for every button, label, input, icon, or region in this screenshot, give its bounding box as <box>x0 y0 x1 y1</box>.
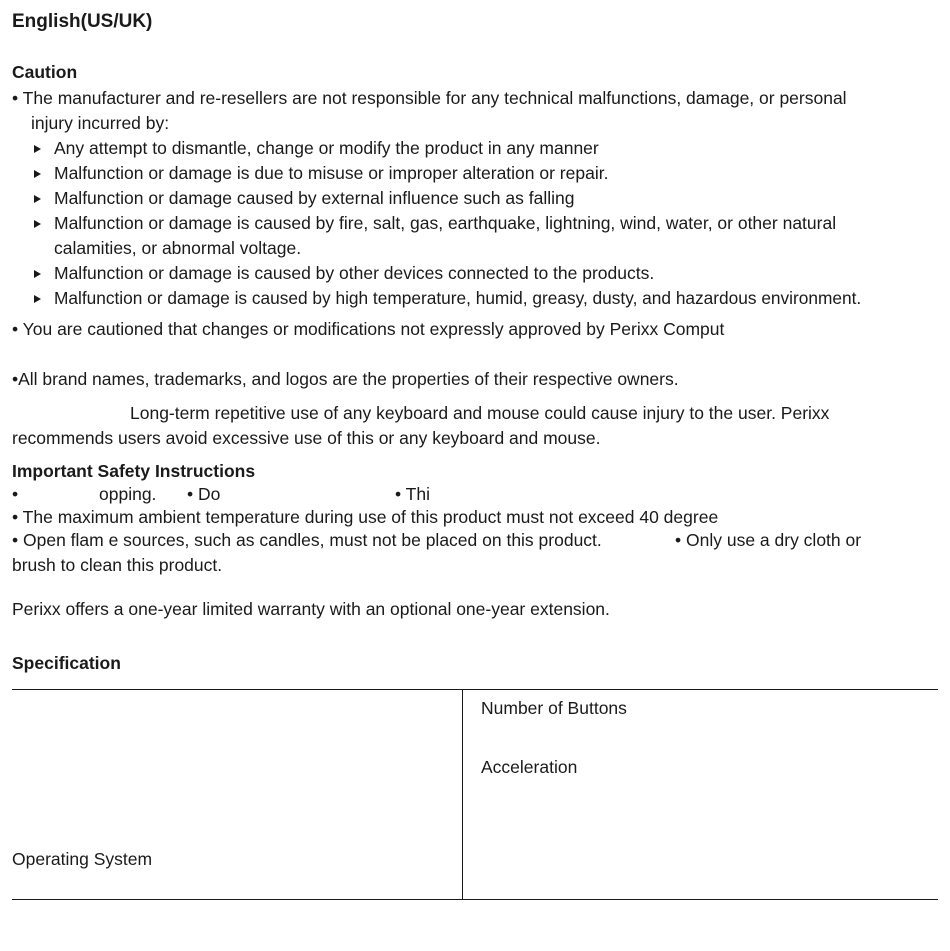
arrow-bullet-icon <box>34 220 41 228</box>
spec-label: Number of Buttons <box>481 698 627 718</box>
safety-bullet-fragment: • <box>12 484 19 504</box>
arrow-bullet-icon <box>34 270 41 278</box>
table-column-divider <box>462 689 463 899</box>
safety-cleaning: • Only use a dry cloth or <box>675 530 862 550</box>
brands-note: •All brand names, trademarks, and logos are the properties of their respective owners. <box>12 369 679 389</box>
longterm-note-cont: recommends users avoid excessive use of this or any keyboard and mouse. <box>12 428 601 448</box>
caution-item: Malfunction or damage is caused by fire, salt, gas, earthquake, lightning, wind, water, or other natural <box>54 213 837 233</box>
warranty-note: Perixx offers a one-year limited warranty with an optional one-year extension. <box>12 599 610 619</box>
specification-heading: Specification <box>12 653 121 673</box>
caution-item: Any attempt to dismantle, change or modify the product in any manner <box>54 138 599 158</box>
arrow-bullet-icon <box>34 295 41 303</box>
arrow-bullet-icon <box>34 195 41 203</box>
safety-cleaning-cont: brush to clean this product. <box>12 555 223 575</box>
arrow-bullet-icon <box>34 170 41 178</box>
spec-label: Acceleration <box>481 757 578 777</box>
caution-item-cont: calamities, or abnormal voltage. <box>54 238 302 258</box>
safety-flame: • Open flam e sources, such as candles, must not be placed on this product. <box>12 530 602 550</box>
page-title: English(US/UK) <box>12 11 153 32</box>
safety-fragment: opping. <box>99 484 157 504</box>
caution-intro: • The manufacturer and re-resellers are not responsible for any technical malfunctions, damage, or personal <box>12 88 847 108</box>
caution-item: Malfunction or damage caused by external influence such as falling <box>54 188 575 208</box>
table-bottom-border <box>12 899 938 900</box>
safety-heading: Important Safety Instructions <box>12 461 256 481</box>
caution-item: Malfunction or damage is caused by other devices connected to the products. <box>54 263 655 283</box>
caution-intro-cont: injury incurred by: <box>31 113 170 133</box>
modifications-note: • You are cautioned that changes or modifications not expressly approved by Perixx Comput <box>12 319 725 339</box>
arrow-bullet-icon <box>34 145 41 153</box>
caution-item: Malfunction or damage is caused by high temperature, humid, greasy, dusty, and hazardous environment. <box>54 288 862 308</box>
longterm-note: Long-term repetitive use of any keyboard and mouse could cause injury to the user. Perixx <box>130 403 830 423</box>
safety-fragment: • Thi <box>395 484 430 504</box>
safety-fragment: • Do <box>187 484 221 504</box>
table-top-border <box>12 689 938 690</box>
spec-label: Operating System <box>12 849 153 869</box>
caution-item: Malfunction or damage is due to misuse or improper alteration or repair. <box>54 163 609 183</box>
safety-temperature: • The maximum ambient temperature during use of this product must not exceed 40 degree <box>12 507 719 527</box>
caution-heading: Caution <box>12 62 78 82</box>
